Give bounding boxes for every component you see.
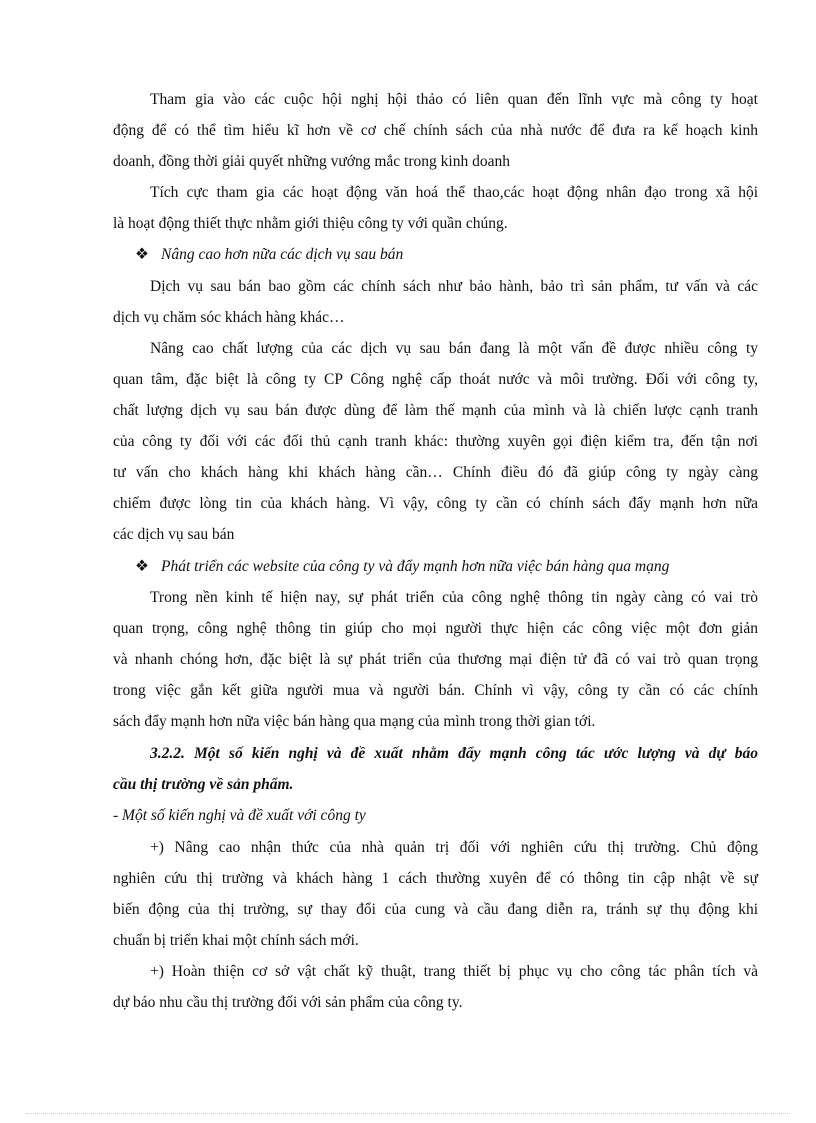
recommendation-1-line-2: nghiên cứu thị trường và khách hàng 1 cách thường xuyên để có thông tin cập nhật về sự <box>113 870 758 887</box>
bullet-text: Phát triển các website của công ty và đẩy mạnh hơn nữa việc bán hàng qua mạng <box>161 558 670 575</box>
bullet-heading-website <box>135 557 758 577</box>
recommendation-2-line-2: dự báo nhu cầu thị trường đối với sản phẩm của công ty. <box>113 994 463 1011</box>
diamond-bullet-icon: ❖ <box>135 558 149 575</box>
website-line-1: Trong nền kinh tế hiện nay, sự phát triển của công nghệ thông tin ngày càng có vai trò <box>150 589 758 606</box>
paragraph-1-line-3: doanh, đồng thời giải quyết những vướng mắc trong kinh doanh <box>113 153 510 170</box>
recommendation-1-line-3: biến động của thị trường, sự thay đổi của cung và cầu đang diễn ra, tránh sự thụ động khi <box>113 901 758 918</box>
website-line-4: trong việc gắn kết giữa người mua và người bán. Chính vì vậy, công ty cần có các chính <box>113 682 758 699</box>
after-sales-p2-line-1: Nâng cao chất lượng của các dịch vụ sau bán đang là một vấn đề được nhiều công ty <box>150 340 758 357</box>
page-bottom-divider <box>26 1113 790 1114</box>
after-sales-p2-line-6: chiếm được lòng tin của khách hàng. Vì vậy, công ty cần có chính sách đẩy mạnh hơn nữa <box>113 495 758 512</box>
subheading: - Một số kiến nghị và đề xuất với công ty <box>113 807 366 824</box>
section-heading-line-1: 3.2.2. Một số kiến nghị và đề xuất nhằm đẩy mạnh công tác ước lượng và dự báo <box>150 745 758 762</box>
after-sales-p2-line-5: tư vấn cho khách hàng khi khách hàng cần… Chính điều đó đã giúp công ty ngày càng <box>113 464 758 481</box>
paragraph-2-line-1: Tích cực tham gia các hoạt động văn hoá thể thao,các hoạt động nhân đạo trong xã hội <box>150 184 758 201</box>
bullet-heading-after-sales <box>135 245 758 265</box>
recommendation-1-line-1: +) Nâng cao nhận thức của nhà quản trị đối với nghiên cứu thị trường. Chủ động <box>150 839 758 856</box>
after-sales-p2-line-4: của công ty đối với các đối thủ cạnh tranh khác: thường xuyên gọi điện kiểm tra, đến tận nơi <box>113 433 758 450</box>
bullet-text: Nâng cao hơn nữa các dịch vụ sau bán <box>161 246 404 263</box>
section-heading-line-2: cầu thị trường về sản phẩm. <box>113 776 294 793</box>
after-sales-p2-line-3: chất lượng dịch vụ sau bán được dùng để làm thế mạnh của mình và là chiến lược cạnh tranh <box>113 402 758 419</box>
paragraph-1-line-1: Tham gia vào các cuộc hội nghị hội thảo có liên quan đến lĩnh vực mà công ty hoạt <box>150 91 758 108</box>
paragraph-1-line-2: động để có thể tìm hiểu kĩ hơn về cơ chế chính sách của nhà nước để đưa ra kế hoạch kinh <box>113 122 758 139</box>
diamond-bullet-icon: ❖ <box>135 246 149 263</box>
paragraph-2-line-2: là hoạt động thiết thực nhằm giới thiệu công ty với quần chúng. <box>113 215 508 232</box>
after-sales-p2-line-7: các dịch vụ sau bán <box>113 526 235 543</box>
recommendation-1-line-4: chuẩn bị triển khai một chính sách mới. <box>113 932 359 949</box>
website-line-5: sách đẩy mạnh hơn nữa việc bán hàng qua mạng của mình trong thời gian tới. <box>113 713 596 730</box>
after-sales-p1-line-2: dịch vụ chăm sóc khách hàng khác… <box>113 309 345 326</box>
recommendation-2-line-1: +) Hoàn thiện cơ sở vật chất kỹ thuật, trang thiết bị phục vụ cho công tác phân tích và <box>150 963 758 980</box>
website-line-3: và nhanh chóng hơn, đặc biệt là sự phát triển của thương mại điện tử đã có vai trò quan trọng <box>113 651 758 668</box>
after-sales-p2-line-2: quan tâm, đặc biệt là công ty CP Công nghệ cấp thoát nước và môi trường. Đối với công ty, <box>113 371 758 388</box>
website-line-2: quan trọng, công nghệ thông tin giúp cho mọi người thực hiện các công việc một đơn giản <box>113 620 758 637</box>
after-sales-p1-line-1: Dịch vụ sau bán bao gồm các chính sách như bảo hành, bảo trì sản phẩm, tư vấn và các <box>150 278 758 295</box>
